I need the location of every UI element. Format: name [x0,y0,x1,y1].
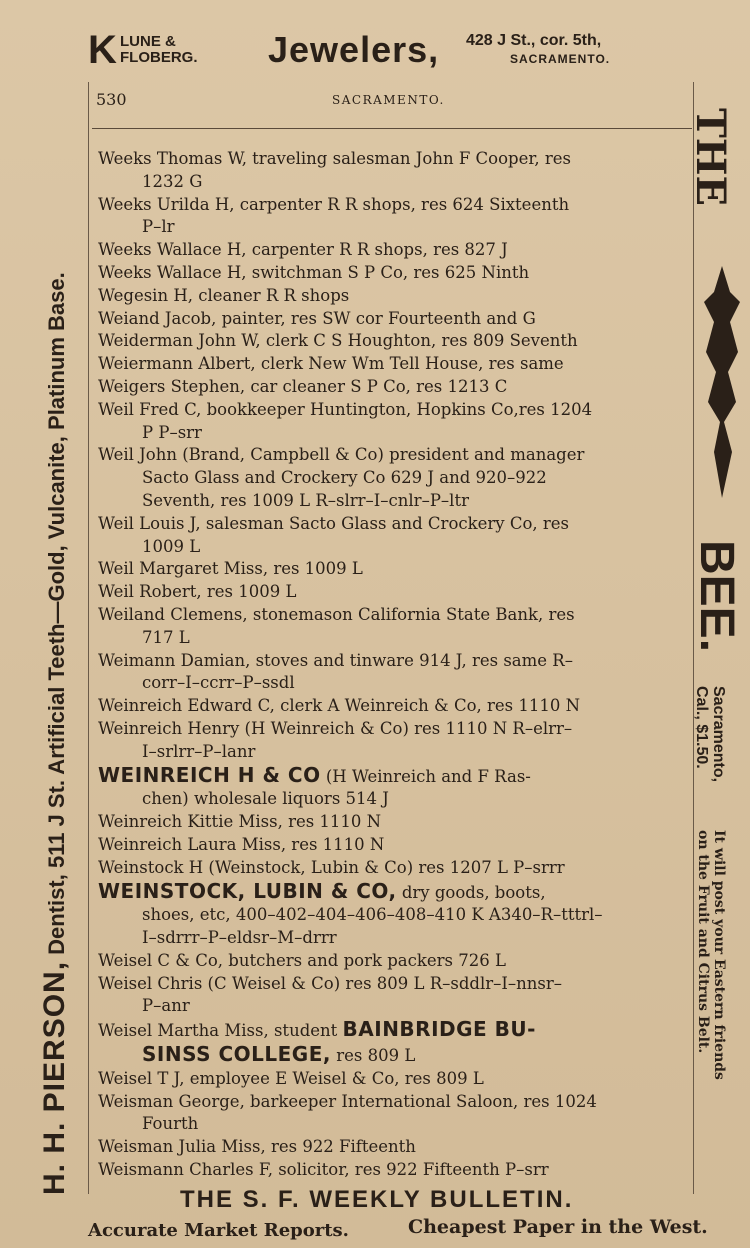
entry-continuation [98,627,692,650]
left-rule [88,82,89,1194]
entry-continuation-text: Sacto Glass and Crockery Co 629 J and 920–922 [142,468,547,488]
entry-text: Weimann Damian, stoves and tinware 914 J, res same R– [98,650,573,670]
entry-continuation [98,995,692,1018]
firm-name: SINSS COLLEGE, [142,1042,331,1067]
entry-text: Wegesin H, cleaner R R shops [98,285,350,305]
entry-text: (H Weinreich and F Ras- [320,766,531,786]
entry-continuation [98,1113,692,1136]
entry-continuation [98,536,692,559]
entry-text: Weiland Clemens, stonemason California State Bank, res [98,604,575,624]
entry-continuation-text: P P–srr [142,422,202,442]
entry-text: Weiand Jacob, painter, res SW cor Fourteenth and G [98,308,536,328]
directory-entry [98,330,692,353]
page-header [92,84,692,110]
entry-continuation [98,904,692,927]
entry-text: Weisel Chris (C Weisel & Co) res 809 L R–sddlr–I–nnsr– [98,973,563,993]
entry-text: Weeks Wallace H, switchman S P Co, res 625 Ninth [98,262,530,282]
entry-text: Weinreich Kittie Miss, res 1110 N [98,812,382,832]
directory-entry [98,1136,692,1159]
advert-city: SACRAMENTO. [510,52,611,66]
entry-text: Weisel C & Co, butchers and pork packers 726 L [98,950,506,970]
header-rule [92,128,692,129]
directory-entry [98,880,692,950]
entry-text: Weinstock H (Weinstock, Lubin & Co) res 1207 L P–srrr [98,857,565,877]
entry-text: Weiermann Albert, clerk New Wm Tell House, res same [98,354,564,374]
bee-city: Sacramento, [710,686,727,783]
directory-entry [98,376,692,399]
entry-text: Weinreich Henry (H Weinreich & Co) res 1110 N R–elrr– [98,718,573,738]
page-number: 530 [96,90,127,109]
bee-slogan [695,830,727,1080]
entry-text: Weisman Julia Miss, res 922 Fifteenth [98,1137,416,1157]
left-side-advert [38,272,72,1195]
entry-continuation-text: res 809 L [330,1046,416,1066]
entry-continuation [98,216,692,239]
entry-continuation [98,1043,692,1068]
directory-entry [98,194,692,240]
entry-text: Weinreich Edward C, clerk A Weinreich & Co, res 1110 N [98,696,581,716]
directory-entry [98,950,692,973]
bee-title: BEE. [690,540,743,653]
entry-text: Weiderman John W, clerk C S Houghton, res 809 Seventh [98,331,578,351]
directory-entry [98,285,692,308]
directory-entry [98,857,692,880]
entry-text: Weil Fred C, bookkeeper Huntington, Hopkins Co,res 1204 [98,399,593,419]
entry-text: Weisel Martha Miss, student [98,1021,343,1041]
bulletin-title: THE S. F. WEEKLY BULLETIN. [180,1186,574,1213]
entry-continuation [98,788,692,811]
directory-entry [98,262,692,285]
entry-continuation-text: Fourth [142,1114,199,1134]
top-advertisement [88,28,708,74]
advert-firm-name [120,34,198,66]
entry-continuation-text: P–anr [142,996,190,1016]
directory-entry [98,695,692,718]
entry-continuation [98,171,692,194]
bee-title-the: THE [687,108,734,207]
entry-continuation-text: 1232 G [142,171,203,191]
advert-address: 428 J St., cor. 5th, [466,32,602,49]
directory-entry [98,399,692,445]
directory-entry [98,1068,692,1091]
directory-entry [98,650,692,696]
advert-jewelers: Jewelers, [268,29,440,70]
entry-text: Weil Robert, res 1009 L [98,582,297,602]
entry-text: Weeks Thomas W, traveling salesman John F Cooper, res [98,149,572,168]
entry-text: Weigers Stephen, car cleaner S P Co, res 1213 C [98,376,508,396]
eagle-emblem-icon [700,262,744,502]
directory-entry [98,973,692,1019]
advert-name-bottom: FLOBERG. [120,49,198,66]
directory-entry [98,444,692,512]
entry-continuation-text: 717 L [142,627,190,647]
entry-continuation-text: corr–I–ccrr–P–ssdl [142,673,295,693]
firm-name: BAINBRIDGE BU- [342,1017,536,1042]
bee-price [693,686,727,782]
firm-name: WEINREICH H & CO [98,762,321,787]
entry-text: Weeks Urilda H, carpenter R R shops, res 624 Sixteenth [98,194,570,214]
directory-entry [98,811,692,834]
running-head: SACRAMENTO. [332,93,445,107]
entry-continuation-text: shoes, etc, 400–402–404–406–408–410 K A340–R–tttrl– [142,905,603,925]
bee-slogan-line2: on the Fruit and Citrus Belt. [695,830,711,1054]
directory-entry [98,1091,692,1137]
directory-entry [98,308,692,331]
directory-entry [98,718,692,764]
bee-price-line: Cal., $1.50. [693,686,710,769]
directory-entry [98,239,692,262]
entry-text: Weisman George, barkeeper International Saloon, res 1024 [98,1091,597,1111]
directory-entries [98,148,692,1182]
bulletin-right-text: Cheapest Paper in the West. [408,1216,708,1238]
dentist-advert-text: Dentist, 511 J St. Artificial Teeth—Gold, Vulcanite, Platinum Base. [44,272,69,961]
entry-continuation-text: chen) wholesale liquors 514 J [142,789,389,809]
directory-entry [98,581,692,604]
entry-text: Weismann Charles F, solicitor, res 922 Fifteenth P–srr [98,1160,549,1180]
entry-continuation: I–sdrrr–P–eldsr–M–drrr [142,928,337,948]
entry-continuation [98,741,692,764]
directory-entry [98,148,692,194]
entry-text: Weil John (Brand, Campbell & Co) president and manager [98,445,585,465]
directory-entry [98,513,692,559]
bee-slogan-line1: It will post your Eastern friends [711,830,727,1080]
directory-entry [98,1018,692,1068]
directory-entry [98,353,692,376]
entry-text: Weeks Wallace H, carpenter R R shops, res 827 J [98,240,508,260]
directory-entry [98,834,692,857]
directory-entry [98,764,692,812]
entry-text: Weinreich Laura Miss, res 1110 N [98,834,385,854]
advert-name-top: LUNE & [120,33,176,50]
entry-continuation-text: I–srlrr–P–lanr [142,741,256,761]
dentist-name: H. H. PIERSON, [38,960,71,1195]
entry-text: dry goods, boots, [396,882,546,902]
advert-initial: K [88,28,117,72]
firm-name: WEINSTOCK, LUBIN & CO, [98,878,397,903]
bulletin-left-text: Accurate Market Reports. [88,1220,349,1241]
directory-entry [98,1159,692,1182]
directory-entry [98,558,692,581]
entry-text: Weil Margaret Miss, res 1009 L [98,559,363,579]
entry-continuation [98,467,692,490]
bottom-advertisement [88,1186,708,1246]
entry-continuation-text: P–lr [142,217,175,237]
entry-continuation [98,422,692,445]
entry-text: Weisel T J, employee E Weisel & Co, res 809 L [98,1068,484,1088]
entry-continuation: Seventh, res 1009 L R–slrr–I–cnlr–P–ltr [142,490,469,510]
entry-text: Weil Louis J, salesman Sacto Glass and Crockery Co, res [98,513,569,533]
entry-continuation [98,672,692,695]
directory-entry [98,604,692,650]
entry-continuation-text: 1009 L [142,536,201,556]
